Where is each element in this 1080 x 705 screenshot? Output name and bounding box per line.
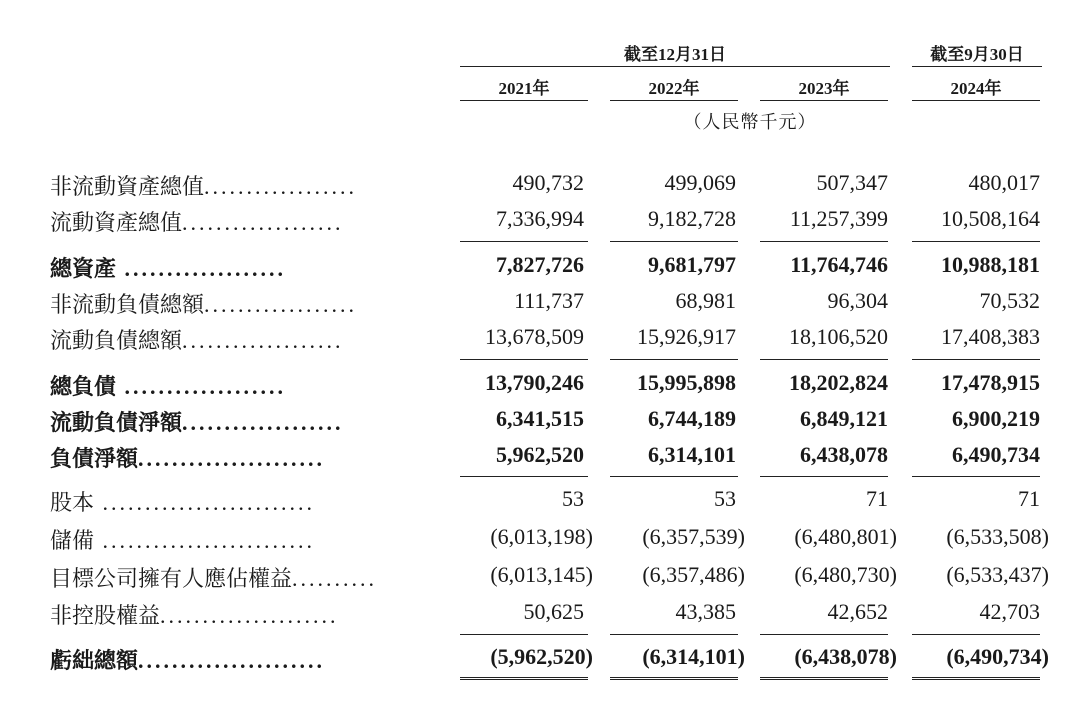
year-rule-2021 — [460, 100, 588, 101]
value-2021: 7,336,994 — [496, 206, 584, 231]
value-2023: 18,202,824 — [789, 370, 888, 395]
value-2021: (5,962,520) — [490, 644, 593, 669]
value-2022: (6,357,486) — [642, 562, 745, 587]
subtotal-rule — [912, 241, 1040, 242]
subtotal-rule — [610, 359, 738, 360]
year-header-2024: 2024年 — [950, 79, 1002, 98]
row-net-liabilities — [0, 440, 1080, 476]
subtotal-rule — [912, 634, 1040, 635]
value-2024: 10,508,164 — [941, 206, 1040, 231]
year-header-2023: 2023年 — [798, 79, 850, 98]
value-2024: 6,490,734 — [952, 442, 1040, 467]
row-label: 總負債 ................... — [50, 374, 287, 399]
section-rule — [460, 476, 588, 477]
section-rule — [610, 476, 738, 477]
value-2023: 11,764,746 — [790, 252, 888, 277]
double-underline-2021 — [460, 677, 588, 680]
value-2021: 111,737 — [514, 288, 584, 313]
subtotal-rule — [760, 241, 888, 242]
value-2021: 13,790,246 — [485, 370, 584, 395]
value-2023: 18,106,520 — [789, 324, 888, 349]
value-2022: (6,357,539) — [642, 524, 745, 549]
subtotal-rule — [610, 241, 738, 242]
value-2023: 11,257,399 — [789, 206, 888, 231]
value-2021: 50,625 — [523, 599, 584, 624]
value-2022: 15,926,917 — [637, 324, 736, 349]
subtotal-rule — [460, 359, 588, 360]
row-total-deficit — [0, 642, 1080, 678]
value-2023: 507,347 — [816, 170, 888, 195]
double-underline-2024 — [912, 677, 1040, 680]
value-2024: 6,900,219 — [952, 406, 1040, 431]
value-2021: 53 — [562, 486, 584, 511]
double-underline-2023 — [760, 677, 888, 680]
section-rule — [760, 476, 888, 477]
row-total-liabilities — [0, 368, 1080, 404]
row-total-assets — [0, 250, 1080, 286]
row-label: 股本 ......................... — [50, 490, 316, 515]
subtotal-rule — [460, 241, 588, 242]
value-2022: 53 — [714, 486, 736, 511]
year-header-2022: 2022年 — [648, 79, 700, 98]
value-2021: 6,341,515 — [496, 406, 584, 431]
subtotal-rule — [760, 359, 888, 360]
subtotal-rule — [610, 634, 738, 635]
value-2022: 43,385 — [675, 599, 736, 624]
value-2023: (6,438,078) — [794, 644, 897, 669]
value-2024: (6,533,437) — [946, 562, 1049, 587]
year-rule-2023 — [760, 100, 888, 101]
value-2023: 6,849,121 — [800, 406, 888, 431]
value-2022: 499,069 — [664, 170, 736, 195]
header-rule-sep30 — [912, 66, 1042, 67]
subtotal-rule — [912, 359, 1040, 360]
row-equity-attributable-to-owners — [0, 560, 1080, 596]
subtotal-rule — [460, 634, 588, 635]
row-current-assets — [0, 204, 1080, 240]
row-reserves — [0, 522, 1080, 558]
value-2023: (6,480,801) — [794, 524, 897, 549]
row-label: 流動負債總額................... — [50, 328, 344, 353]
row-net-current-liabilities — [0, 404, 1080, 440]
row-non-controlling-interests — [0, 597, 1080, 633]
value-2024: 70,532 — [979, 288, 1040, 313]
row-label: 非流動負債總額.................. — [50, 292, 358, 317]
value-2022: 15,995,898 — [637, 370, 736, 395]
row-label: 流動負債淨額................... — [50, 410, 344, 435]
value-2022: 9,182,728 — [648, 206, 736, 231]
value-2024: 17,478,915 — [941, 370, 1040, 395]
year-header-2021: 2021年 — [498, 79, 550, 98]
row-label: 目標公司擁有人應佔權益.......... — [50, 566, 378, 591]
subtotal-rule — [760, 634, 888, 635]
row-label: 虧絀總額...................... — [50, 648, 326, 673]
value-2024: (6,490,734) — [946, 644, 1049, 669]
value-2022: 6,744,189 — [648, 406, 736, 431]
value-2021: 7,827,726 — [496, 252, 584, 277]
row-current-liabilities — [0, 322, 1080, 358]
value-2021: (6,013,145) — [490, 562, 593, 587]
row-label: 負債淨額...................... — [50, 446, 326, 471]
year-rule-2024 — [912, 100, 1040, 101]
header-rule-dec31 — [460, 66, 890, 67]
period-header-dec31: 截至12月31日 — [624, 45, 726, 64]
value-2023: 71 — [866, 486, 888, 511]
value-2024: 10,988,181 — [941, 252, 1040, 277]
row-label: 總資產 ................... — [50, 256, 287, 281]
value-2024: 480,017 — [968, 170, 1040, 195]
value-2024: (6,533,508) — [946, 524, 1049, 549]
row-label: 儲備 ......................... — [50, 528, 316, 553]
value-2021: 5,962,520 — [496, 442, 584, 467]
section-rule — [912, 476, 1040, 477]
row-non-current-liabilities — [0, 286, 1080, 322]
value-2022: (6,314,101) — [642, 644, 745, 669]
value-2024: 71 — [1018, 486, 1040, 511]
value-2022: 68,981 — [675, 288, 736, 313]
row-label: 非流動資產總值.................. — [50, 174, 358, 199]
value-2021: 490,732 — [512, 170, 584, 195]
year-rule-2022 — [610, 100, 738, 101]
row-share-capital — [0, 484, 1080, 520]
value-2023: 96,304 — [827, 288, 888, 313]
period-header-sep30: 截至9月30日 — [930, 45, 1024, 64]
value-2022: 9,681,797 — [648, 252, 736, 277]
currency-unit-note: （人民幣千元） — [683, 112, 817, 132]
row-label: 流動資產總值................... — [50, 210, 344, 235]
double-underline-2022 — [610, 677, 738, 680]
value-2021: 13,678,509 — [485, 324, 584, 349]
value-2023: 42,652 — [827, 599, 888, 624]
value-2024: 17,408,383 — [941, 324, 1040, 349]
row-label: 非控股權益..................... — [50, 603, 339, 628]
row-non-current-assets — [0, 168, 1080, 204]
value-2021: (6,013,198) — [490, 524, 593, 549]
value-2023: 6,438,078 — [800, 442, 888, 467]
value-2024: 42,703 — [979, 599, 1040, 624]
value-2023: (6,480,730) — [794, 562, 897, 587]
value-2022: 6,314,101 — [648, 442, 736, 467]
